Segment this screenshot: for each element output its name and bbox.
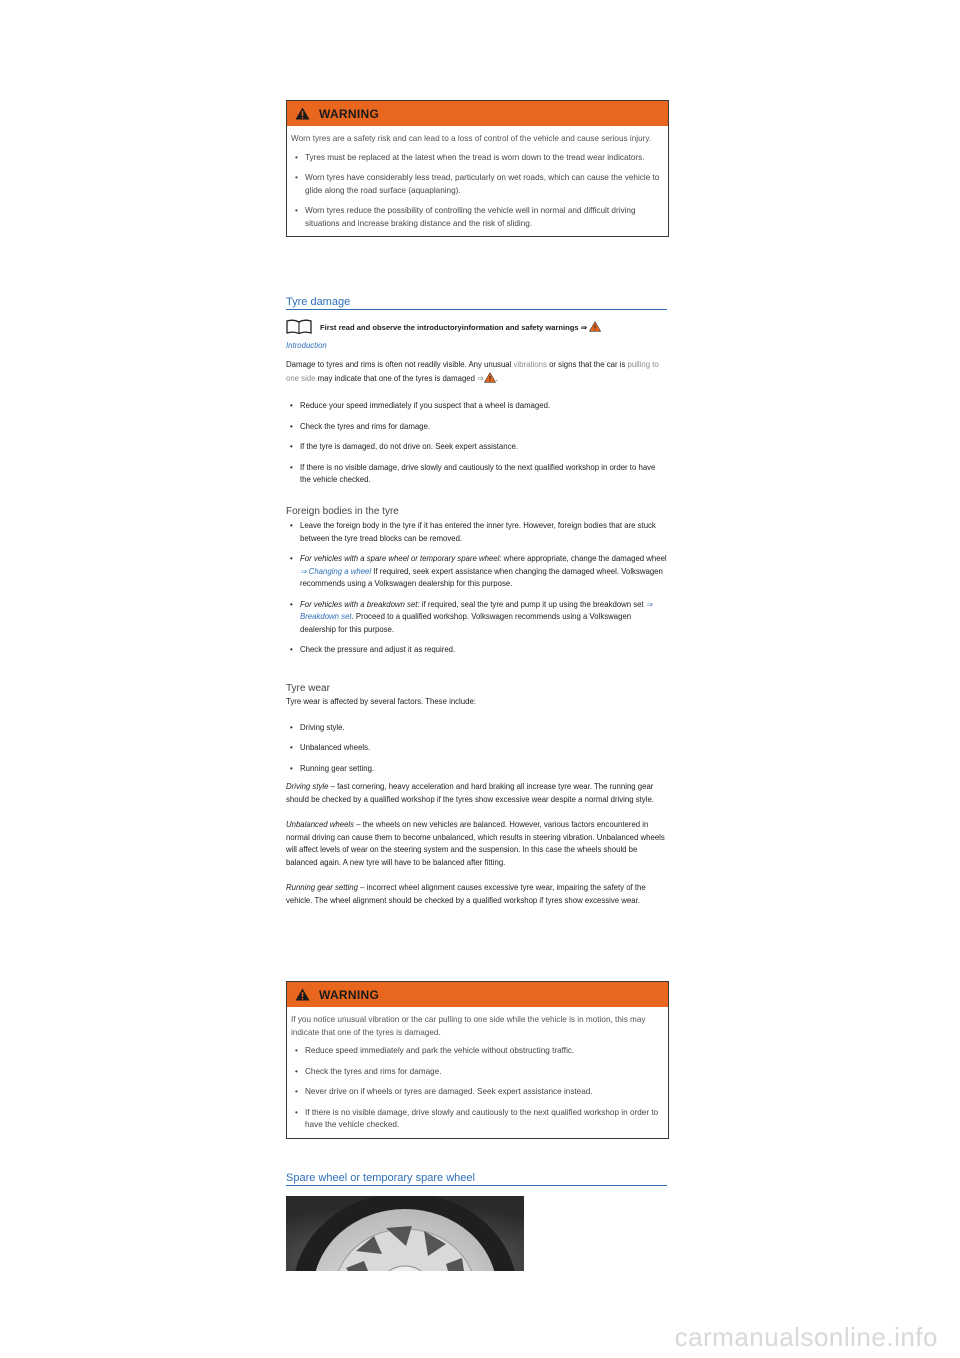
list-item: • Running gear setting. [286,763,667,776]
para-text-grey: pulling to one side [286,360,659,383]
para-text: – incorrect wheel alignment causes excessive tyre wear, impairing the safety of the vehicle. The wheel alignment should be checked by a qualified workshop if tyres show excessive wear. [286,883,646,905]
list-item: • Reduce speed immediately and park the vehicle without obstructing traffic. [291,1045,660,1058]
italic-lead: Running gear setting [286,883,358,892]
tyre-wear-section [286,683,667,907]
warning-box-2 [286,981,669,1139]
section-title: Tyre damage [286,296,667,310]
list-item [286,553,667,591]
subsection-title: Foreign bodies in the tyre [286,506,399,517]
warning-triangle-icon [295,988,310,1001]
wheel-illustration [286,1196,524,1271]
watermark: carmanualsonline.info [674,1322,938,1352]
read-first-row [286,319,667,339]
warning-title: WARNING [319,987,380,1002]
warning-box-1 [286,100,669,237]
changing-wheel-link[interactable]: ⇒ Changing a wheel [300,566,372,576]
list-item: • Reduce your speed immediately if you suspect that a wheel is damaged. [286,400,667,413]
arrow-glyph: ⇒ [580,323,588,332]
italic-lead: Unbalanced wheels [286,820,355,829]
wear-paragraph [286,781,667,806]
list-item: • Worn tyres reduce the possibility of controlling the vehicle well in normal and difficult driving situations and increase braking distance and the risk of sliding. [291,205,660,230]
para-text: – fast cornering, heavy acceleration and hard braking all increase tyre wear. The running gear should be checked by a qualified workshop if the tyres show excessive wear despite a normal driving style. [286,782,654,804]
list-item: • If there is no visible damage, drive slowly and cautiously to the next qualified workshop in order to have the vehicle checked. [286,462,667,487]
section-title: Spare wheel or temporary spare wheel [286,1172,667,1186]
list-item: • Worn tyres have considerably less tread, particularly on wet roads, which can cause the vehicle to glide along the road surface (aquaplaning). [291,172,660,197]
italic-lead: For vehicles with a breakdown set: [300,599,420,609]
item-text: If required, seek expert assistance when changing the damaged wheel. Volkswagen recommends using a Volkswagen dealership for this purpose. [300,566,663,588]
breakdown-set-link[interactable]: ⇒ Breakdown set [300,599,653,621]
subsection-title: Tyre wear [286,683,330,694]
list-item: • Never drive on if wheels or tyres are damaged. Seek expert assistance instead. [291,1086,660,1099]
item-text: if required, seal the tyre and pump it up using the breakdown set [419,599,646,609]
warning-triangle-icon [295,107,310,120]
wear-paragraph [286,882,667,907]
italic-lead: Driving style [286,782,329,791]
warning-header [287,101,668,126]
warning-ref-icon[interactable] [589,321,601,337]
para-text: or signs that the car is [546,360,628,369]
para-text: – the wheels on new vehicles are balanced. However, various factors encountered in normal driving can cause them to become unbalanced, which results in steering vibration. Unbalanced wheels will affect levels of wear on the steering system and the suspension. In this case the wheels should be balanced again. A new tyre will have to be balanced after fitting. [286,820,665,867]
para-text: Damage to tyres and rims is often not readily visible. Any unusual [286,360,514,369]
warning-title: WARNING [319,106,380,121]
warning-intro: If you notice unusual vibration or the car pulling to one side while the vehicle is in motion, this may indicate that one of the tyres is damaged. [291,1015,646,1037]
arrow-glyph: ⇒ [477,373,484,383]
damage-paragraph: Damage to tyres and rims is often not readily visible. Any unusual vibrations or signs that the car is pulling to one side may indicate that one of the tyres is damaged ⇒ . [286,359,667,387]
tyre-damage-section [286,296,667,495]
list-item: • If there is no visible damage, drive slowly and cautiously to the next qualified workshop in order to have the vehicle checked. [291,1107,660,1132]
wear-intro: Tyre wear is affected by several factors. These include: [286,697,476,706]
spare-wheel-image [286,1196,524,1271]
item-text: where appropriate, change the damaged wheel [501,554,667,563]
warning-ref-icon[interactable] [484,372,496,388]
para-text-grey: vibrations [513,360,547,369]
list-item: • Driving style. [286,722,667,735]
list-item: • Check the tyres and rims for damage. [291,1066,660,1079]
list-item [286,599,667,637]
read-first-text: First read and observe the introductoryinformation and safety warnings [320,323,579,332]
spare-wheel-section [286,1172,667,1186]
item-text: . Proceed to a qualified workshop. Volkswagen recommends using a Volkswagen dealership for this purpose. [300,612,632,634]
para-text: may indicate that one of the tyres is damaged [315,373,475,383]
foreign-bodies-section [286,506,667,665]
warning-header [287,982,668,1007]
list-item: • If the tyre is damaged, do not drive on. Seek expert assistance. [286,441,667,454]
italic-lead: For vehicles with a spare wheel or temporary spare wheel: [300,554,502,563]
book-icon [286,319,312,339]
list-item: • Leave the foreign body in the tyre if it has entered the inner tyre. However, foreign bodies that are stuck between the tyre tread blocks can be removed. [286,520,667,545]
warning-intro: Worn tyres are a safety risk and can lead to a loss of control of the vehicle and cause serious injury. [291,134,652,143]
introduction-link[interactable]: Introduction [286,341,327,350]
list-item: • Check the tyres and rims for damage. [286,421,667,434]
wear-paragraph [286,819,667,869]
list-item: • Unbalanced wheels. [286,742,667,755]
list-item: • Tyres must be replaced at the latest when the tread is worn down to the tread wear indicators. [291,152,660,165]
list-item: • Check the pressure and adjust it as required. [286,644,667,657]
